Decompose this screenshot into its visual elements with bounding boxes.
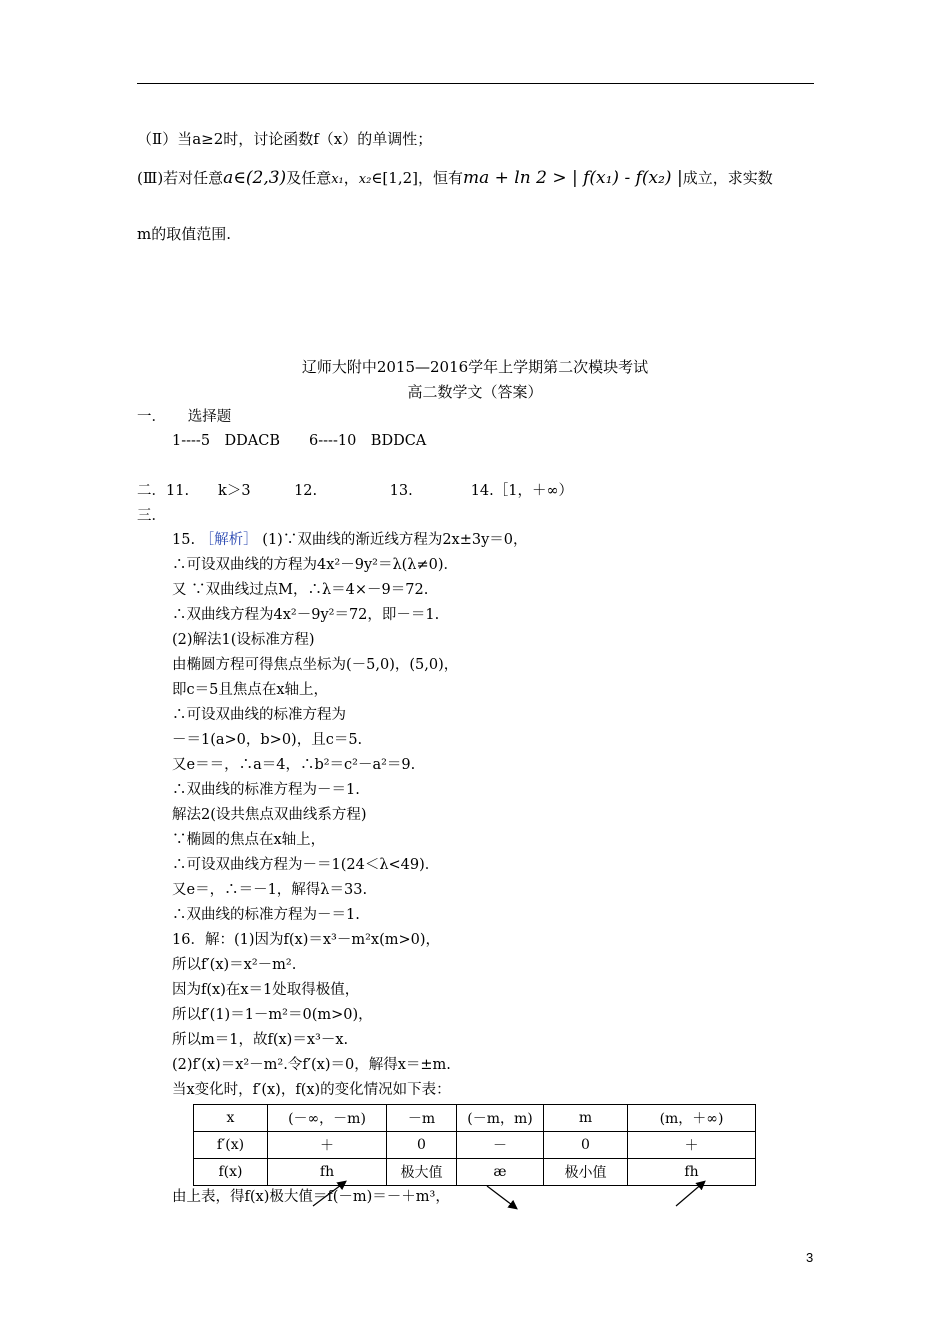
question-part-3-end: m的取值范围. xyxy=(137,225,231,243)
table-cell: 0 xyxy=(544,1132,628,1159)
section-1-heading: 一． 选择题 xyxy=(137,409,232,425)
solution-line: 16．解：(1)因为f(x)＝x³－m²x(m>0)， xyxy=(172,932,441,948)
solution-line: 即c＝5且焦点在x轴上， xyxy=(172,682,329,698)
solution-line: ∴双曲线的标准方程为－＝1. xyxy=(172,782,360,798)
table-cell: (－m，m) xyxy=(457,1105,544,1132)
table-cell: －m xyxy=(387,1105,457,1132)
solution-line: 又e＝，∴＝－1，解得λ＝33. xyxy=(172,882,368,898)
table-cell: (－∞，－m) xyxy=(268,1105,387,1132)
table-cell: f′(x) xyxy=(194,1132,268,1159)
q3-x1: x₁ xyxy=(331,172,344,187)
q15-text: (1)∵双曲线的渐近线方程为2x±3y＝0， xyxy=(262,532,528,548)
section-3-heading: 三． xyxy=(137,508,166,524)
q3-comma: ， xyxy=(343,169,359,187)
solution-line: ∴可设双曲线的方程为4x²－9y²＝λ(λ≠0)． xyxy=(172,557,459,573)
q15-number: 15. xyxy=(172,532,196,548)
solution-line: (2)f′(x)＝x²－m².令f′(x)＝0，解得x＝±m. xyxy=(172,1057,451,1073)
q3-text-a: (Ⅲ)若对任意 xyxy=(137,169,224,187)
solution-line: 所以m＝1，故f(x)＝x³－x. xyxy=(172,1032,349,1048)
section-2-answers: 二．11. k＞3 12. 13. 14.［1，＋∞） xyxy=(137,483,574,499)
table-cell: 0 xyxy=(387,1132,457,1159)
table-cell: æ xyxy=(457,1159,544,1186)
decreasing-arrow-icon xyxy=(487,1186,516,1208)
table-cell: fh xyxy=(628,1159,756,1186)
solution-line-after-table: 由上表，得f(x)极大值＝f(－m)＝－＋m³， xyxy=(172,1189,450,1205)
solution-line: 解法2(设共焦点双曲线系方程) xyxy=(172,807,367,823)
solution-line: ∴可设双曲线的标准方程为 xyxy=(172,707,346,723)
question-part-2: （Ⅱ）当a≥2时，讨论函数f（x）的单调性； xyxy=(137,130,433,148)
solution-line: 又e＝＝，∴a＝4，∴b²＝c²－a²＝9. xyxy=(172,757,416,773)
solution-line: 所以f′(x)＝x²－m². xyxy=(172,957,297,973)
solution-line: 所以f′(1)＝1－m²＝0(m>0)， xyxy=(172,1007,373,1023)
solution-line: (2)解法1(设标准方程) xyxy=(172,632,315,648)
table-cell: m xyxy=(544,1105,628,1132)
table-cell: 极大值 xyxy=(387,1159,457,1186)
q3-text-c: ∈[1,2]，恒有 xyxy=(371,169,463,187)
answer-subtitle: 高二数学文（答案） xyxy=(407,383,543,401)
q3-text-b: 及任意 xyxy=(286,169,332,187)
table-cell: ＋ xyxy=(268,1132,387,1159)
q3-condition-a: a∈(2,3) xyxy=(223,168,287,188)
page-number: 3 xyxy=(806,1250,814,1265)
q15-tag: ［解析］ xyxy=(199,532,258,548)
solution-line: 当x变化时，f′(x)，f(x)的变化情况如下表： xyxy=(172,1082,451,1098)
table-cell: 极小值 xyxy=(544,1159,628,1186)
solution-line: 因为f(x)在x＝1处取得极值， xyxy=(172,982,360,998)
section-1-answers: 1----5 DDACB 6----10 BDDCA xyxy=(172,433,427,449)
table-cell: fh xyxy=(268,1159,387,1186)
answer-title: 辽师大附中2015—2016学年上学期第二次模块考试 xyxy=(301,358,649,376)
q3-inequality: ma + ln 2 > | f(x₁) - f(x₂) | xyxy=(463,168,683,188)
table-cell: f(x) xyxy=(194,1159,268,1186)
solution-line: ∴双曲线方程为4x²－9y²＝72，即－＝1. xyxy=(172,607,440,623)
table-cell: － xyxy=(457,1132,544,1159)
q3-text-d: 成立，求实数 xyxy=(682,169,773,187)
solution-line: －＝1(a>0，b>0)，且c＝5. xyxy=(172,732,363,748)
table-cell: ＋ xyxy=(628,1132,756,1159)
solution-line: 由椭圆方程可得焦点坐标为(－5,0)，(5,0)， xyxy=(172,657,459,673)
table-cell: x xyxy=(194,1105,268,1132)
solution-line: ∵椭圆的焦点在x轴上， xyxy=(172,832,326,848)
solution-line: 又 ∵双曲线过点M，∴λ＝4×－9＝72. xyxy=(172,582,429,598)
q3-x2: x₂ xyxy=(358,172,372,187)
table-cell: (m，＋∞) xyxy=(628,1105,756,1132)
solution-line: ∴双曲线的标准方程为－＝1. xyxy=(172,907,360,923)
increasing-arrow-icon xyxy=(676,1182,704,1206)
solution-line: ∴可设双曲线方程为－＝1(24＜λ<49)． xyxy=(172,857,440,873)
increasing-arrow-icon xyxy=(313,1182,345,1206)
